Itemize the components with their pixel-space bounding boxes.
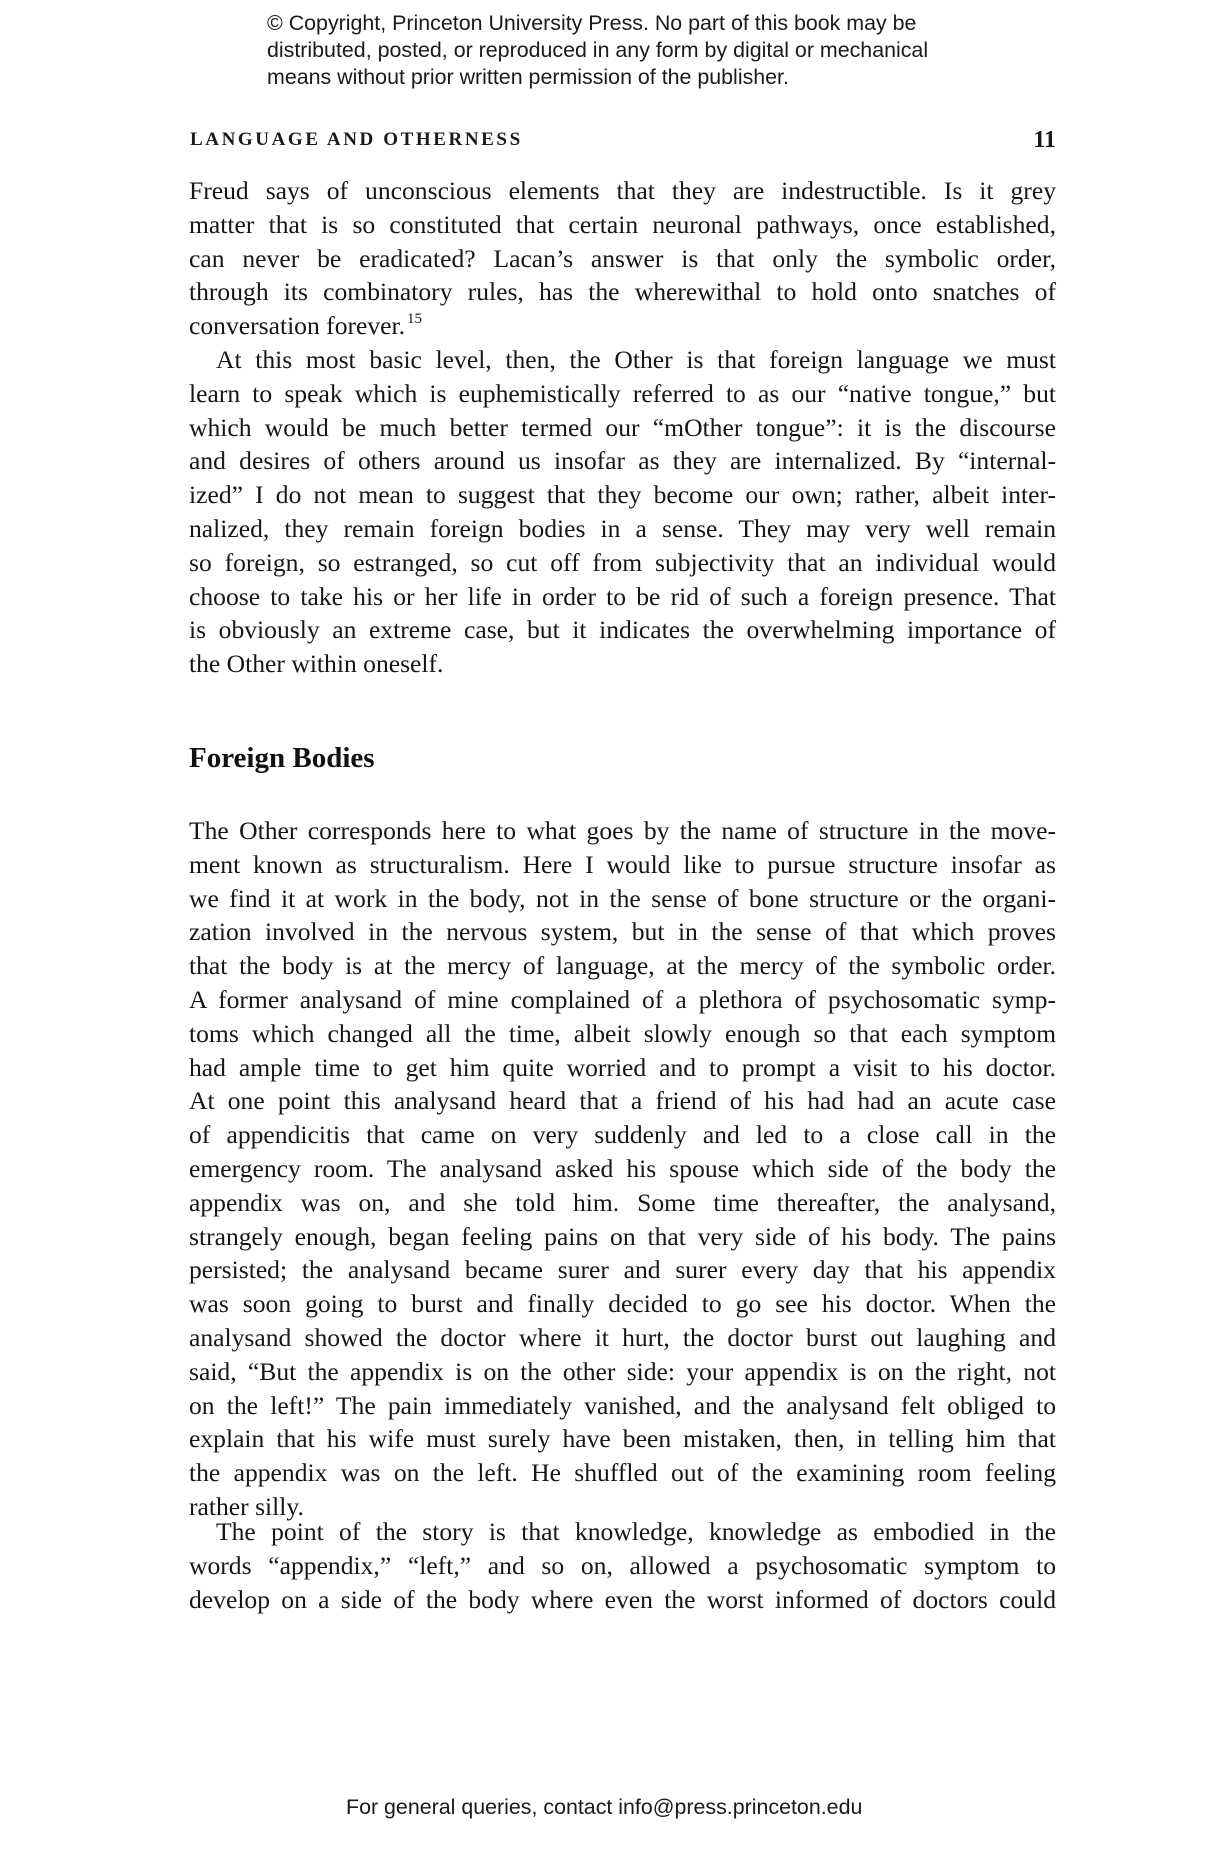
text-line: rather silly. [189,1491,304,1521]
paragraph [189,343,1056,681]
paragraph [189,814,1056,1524]
page-number: 11 [1033,127,1056,153]
footnote-reference: 15 [407,311,423,328]
text-line: nalized, they remain foreign bodies in a sense. They may very well remain [189,513,1056,543]
running-head-title: LANGUAGE AND OTHERNESS [190,129,523,150]
text-line: words “appendix,” “left,” and so on, allowed a psychosomatic symptom to [189,1550,1056,1580]
text-line: that the body is at the mercy of language, at the mercy of the symbolic order. [189,951,1056,981]
text-line: ment known as structuralism. Here I would like to pursue structure insofar as [189,849,1056,879]
text-line: is obviously an extreme case, but it indicates the overwhelming importance of [189,615,1056,645]
text-line: choose to take his or her life in order to be rid of such a foreign presence. That [189,581,1056,611]
text-line: develop on a side of the body where even the worst informed of doctors could [189,1584,1056,1614]
section-heading: Foreign Bodies [189,742,375,774]
text-line: analysand showed the doctor where it hurt, the doctor burst out laughing and [189,1322,1056,1352]
text-line: strangely enough, began feeling pains on that very side of his body. The pains [189,1221,1056,1251]
text-line: the appendix was on the left. He shuffled out of the examining room feeling [189,1458,1056,1488]
text-line-content: conversation forever. [189,311,406,341]
copyright-notice [267,10,1047,91]
text-line: through its combinatory rules, has the wherewithal to hold onto snatches of [189,277,1056,307]
text-line: persisted; the analysand became surer and surer every day that his appendix [189,1255,1056,1285]
text-line: ized” I do not mean to suggest that they become our own; rather, albeit inter- [189,480,1056,510]
text-line: appendix was on, and she told him. Some time thereafter, the analysand, [189,1187,1056,1217]
text-line: on the left!” The pain immediately vanished, and the analysand felt obliged to [189,1390,1056,1420]
text-line: The Other corresponds here to what goes by the name of structure in the move- [189,816,1056,845]
text-line: A former analysand of mine complained of a plethora of psychosomatic symp- [189,984,1056,1014]
text-line: learn to speak which is euphemistically referred to as our “native tongue,” but [189,378,1056,408]
text-line: Freud says of unconscious elements that they are indestructible. Is it grey [189,176,1056,205]
paragraph [189,1515,1056,1616]
text-line: can never be eradicated? Lacan’s answer is that only the symbolic order, [189,243,1056,273]
text-line: zation involved in the nervous system, but in the sense of that which proves [189,917,1056,947]
text-line: which would be much better termed our “mOther tongue”: it is the discourse [189,412,1056,442]
paragraph [189,174,1056,348]
text-line: so foreign, so estranged, so cut off from subjectivity that an individual would [189,547,1056,577]
footer-contact: For general queries, contact info@press.princeton.edu [346,1795,863,1819]
text-line: said, “But the appendix is on the other side: your appendix is on the right, not [189,1356,1056,1386]
text-line: emergency room. The analysand asked his spouse which side of the body the [189,1153,1056,1183]
text-line: we find it at work in the body, not in the sense of bone structure or the organi- [189,883,1056,913]
text-line: was soon going to burst and finally decided to go see his doctor. When the [189,1289,1056,1319]
text-line: and desires of others around us insofar as they are internalized. By “internal- [189,446,1056,476]
text-line: had ample time to get him quite worried and to prompt a visit to his doctor. [189,1052,1056,1082]
text-line: toms which changed all the time, albeit slowly enough so that each symptom [189,1018,1056,1048]
running-head [190,129,1056,151]
text-line: the Other within oneself. [189,649,444,679]
copyright-line: distributed, posted, or reproduced in any form by digital or mechanical [267,38,929,62]
text-line: explain that his wife must surely have been mistaken, then, in telling him that [189,1424,1056,1454]
text-line: of appendicitis that came on very suddenly and led to a close call in the [189,1120,1056,1150]
copyright-line: © Copyright, Princeton University Press. No part of this book may be [267,11,917,35]
text-line: At one point this analysand heard that a friend of his had had an acute case [189,1086,1056,1116]
text-line: The point of the story is that knowledge, knowledge as embodied in the [216,1517,1056,1546]
text-line: matter that is so constituted that certain neuronal pathways, once established, [189,209,1056,239]
text-line: At this most basic level, then, the Other is that foreign language we must [216,345,1056,374]
copyright-line: means without prior written permission of the publisher. [267,65,789,89]
